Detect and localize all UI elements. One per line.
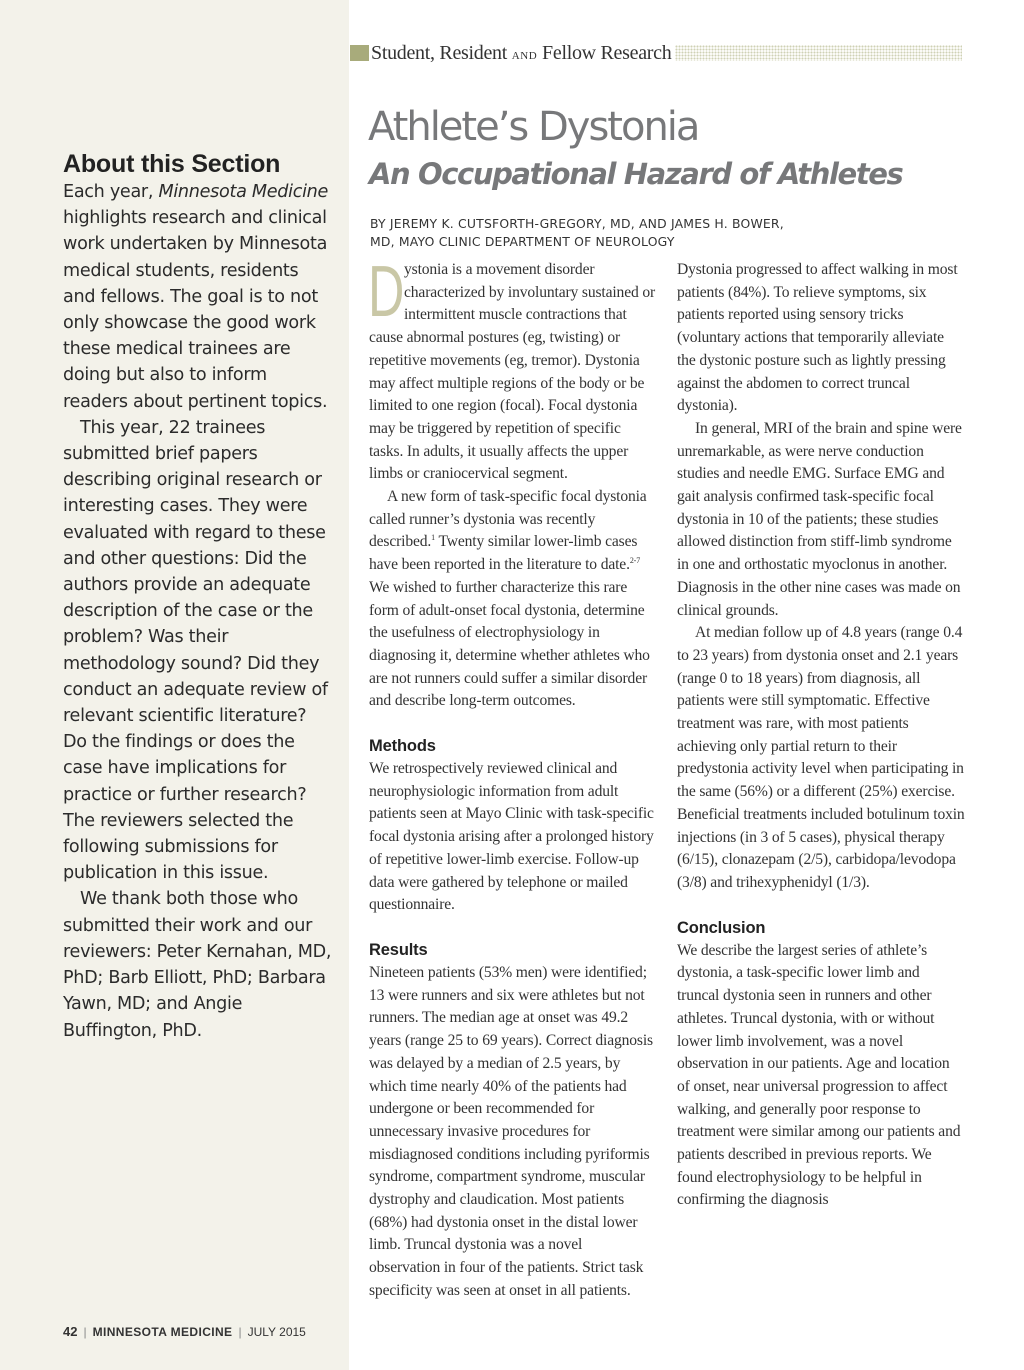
results-heading: Results [369,940,428,959]
section-label: Student, Resident AND Fellow Research [371,41,672,64]
magazine-name: MINNESOTA MEDICINE [92,1325,233,1339]
article-byline: BY JEREMY K. CUTSFORTH-GREGORY, MD, AND JAMES H. BOWER, MD, MAYO CLINIC DEPARTMENT OF NEUROLOGY [370,216,784,249]
about-paragraph-2: This year, 22 trainees submitted brief papers describing original research or interesting cases. They were evaluated with regard to these and other questions: Did the authors provide an adequate description of the case or the problem? Was their methodology sound? Did they conduct an adequate review of relevant scientific literature? Do the findings or does the case have implications for practice or further research? The reviewers selected the following submissions for publication in this issue. [63,417,328,884]
reference-1: 1 [431,533,436,543]
about-paragraph-3: We thank both those who submitted their work and our reviewers: Peter Kernahan, MD, PhD; Barb Elliott, PhD; Barbara Yawn, MD; and Angie Buffington, PhD. [63,889,332,1041]
issue-date: JULY 2015 [247,1325,306,1339]
section-header [350,41,962,65]
section-dotted-rule [675,45,962,61]
article-title: Athlete’s Dystonia [368,104,699,150]
methods-heading: Methods [369,737,436,756]
about-paragraph-1: Each year, Minnesota Medicine highlights research and clinical work undertaken by Minnesota medical students, residents and fellows. The goal is to not only showcase the good work these medical trainees are doing but also to inform readers about pertinent topics. [63,182,329,412]
page-number: 42 [63,1324,78,1339]
drop-cap: D [368,252,405,332]
page-footer [63,1324,306,1339]
conclusion-paragraph: We describe the largest series of athlete’s dystonia, a task-specific lower limb and truncal dystonia seen in runners and other athletes. Truncal dystonia, with or without lower limb involvement, was a novel observation in our patients. Age and location of onset, near universal progression to affect walking, and generally poor response to treatment were similar among our patients and patients described in previous reports. We found electrophysiology to be helpful in confirming the diagnosis [677,941,961,1209]
article-column-2 [677,259,965,1212]
footer-separator: | [83,1325,87,1339]
methods-paragraph: We retrospectively reviewed clinical and neurophysiologic information from adult patients seen at Mayo Clinic with task-specific focal dystonia arising after a prolonged history of repetitive lower-limb exercise. Follow-up data were gathered by telephone or mailed questionnaire. [369,760,654,914]
results-paragraph-1-continued: Dystonia progressed to affect walking in most patients (84%). To relieve symptoms, six patients reported using sensory tricks (voluntary actions that temporarily alleviate the dystonic posture such as lightly pressing against the abdomen to correct truncal dystonia). [677,261,958,415]
footer-separator: | [238,1325,242,1339]
journal-name: Minnesota Medicine [158,182,329,202]
section-color-block [350,45,369,61]
sidebar-panel [0,0,349,1370]
intro-paragraph-2: A new form of task-specific focal dystonia called runner’s dystonia was recently described.$^1$ Twenty similar lower-limb cases have been reported in the literature to date.$^{2-7}$ We wished to further characterize this rare form of adult-onset focal dystonia, determine the usefulness of electrophysiology in diagnosing it, determine whether athletes who are not runners could suffer a similar disorder and describe long-term outcomes. [369,488,650,710]
results-paragraph-1: Nineteen patients (53% men) were identified; 13 were runners and six were athletes but not runners. The median age at onset was 49.2 years (range 25 to 69 years). Correct diagnosis was delayed by a median of 2.5 years, by which time nearly 40% of the patients had undergone or been recommended for unnecessary invasive procedures for misdiagnosed conditions including pyriformis syndrome, compartment syndrome, muscular dystrophy and claudication. Most patients (68%) had dystonia onset in the distal lower limb. Truncal dystonia was a novel observation in four of the patients. Strict task specificity was seen at onset in all patients. [369,963,653,1299]
results-paragraph-2: In general, MRI of the brain and spine were unremarkable, as were nerve conduction studies and needle EMG. Surface EMG and gait analysis confirmed task-specific focal dystonia in 10 of the patients; these studies allowed distinction from stiff-limb syndrome in one and orthostatic myoclonus in another. Diagnosis in the other nine cases was made on clinical grounds. [677,419,962,619]
about-heading: About this Section [63,150,281,178]
about-section [63,148,335,1044]
article-subtitle: An Occupational Hazard of Athletes [369,157,903,191]
article-column-1 [368,252,657,1303]
intro-paragraph-1: Dystonia is a movement disorder characterized by involuntary sustained or intermittent muscle contractions that cause abnormal postures (eg, twisting) or repetitive movements (eg, tremor). Dystonia may affect multiple regions of the body or be limited to one region (focal). Focal dystonia may be triggered by repetition of specific tasks. In adults, it usually affects the upper limbs or craniocervical segment. [368,252,656,483]
results-paragraph-3: At median follow up of 4.8 years (range 0.4 to 23 years) from dystonia onset and 2.1 years (range 0 to 18 years) from diagnosis, all patients were still symptomatic. Effective treatment was rare, with most patients achieving only partial return to their predystonia activity level when participating in the same (56%) or a different (25%) exercise. Beneficial treatments included botulinum toxin injections (in 3 of 5 cases), physical therapy (6/15), clonazepam (2/5), carbidopa/levodopa (3/8) and trihexyphenidyl (1/3). [677,624,965,891]
conclusion-heading: Conclusion [677,918,766,937]
reference-2-7: 2-7 [629,555,641,565]
